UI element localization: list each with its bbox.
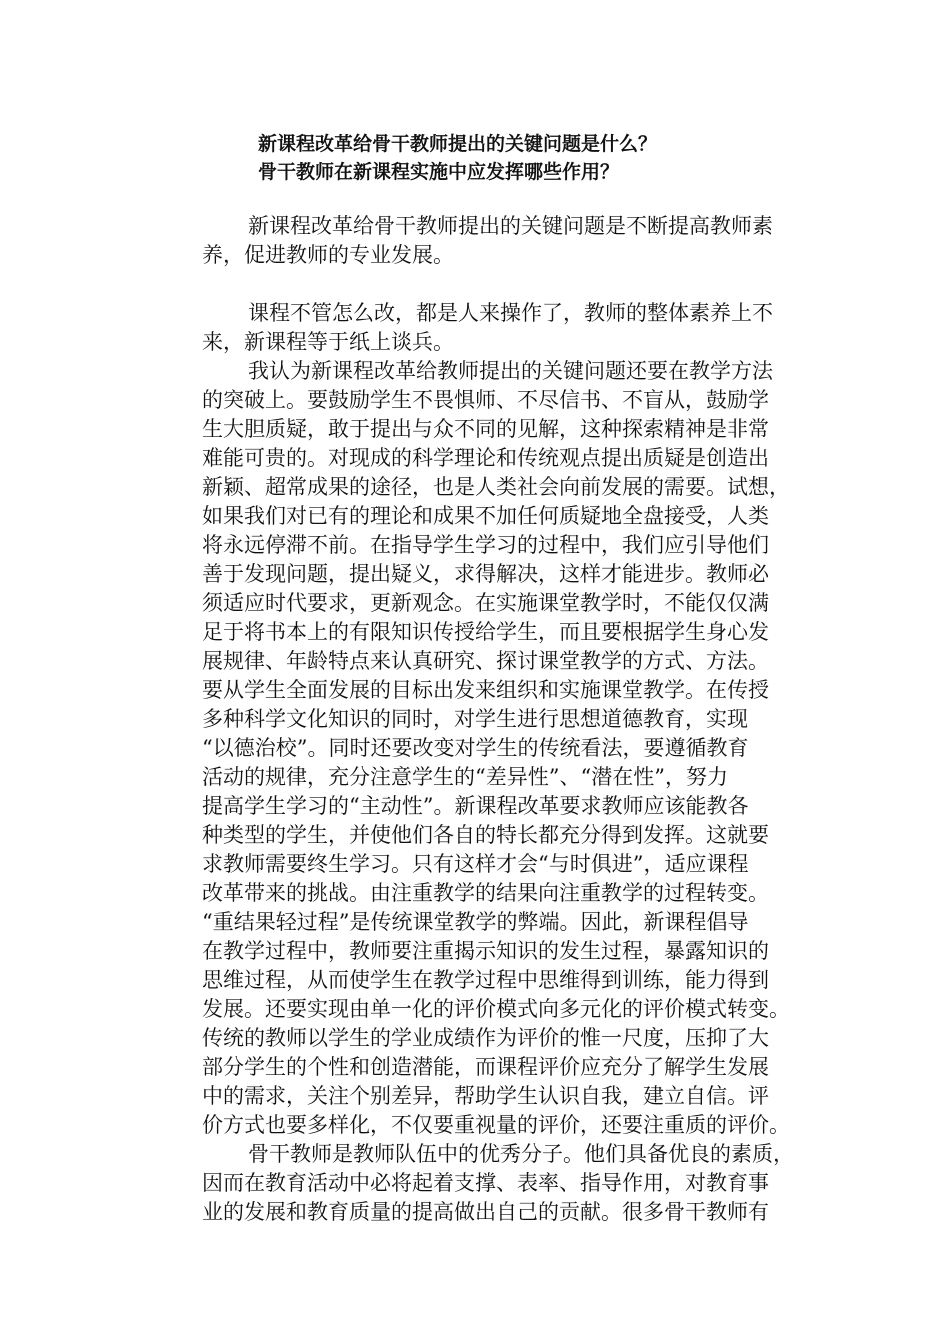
paragraph-line: 生大胆质疑，敢于提出与众不同的见解，这种探索精神是非常 (202, 417, 769, 441)
paragraph-line: 思维过程，从而使学生在教学过程中思维得到训练，能力得到 (202, 968, 769, 992)
paragraph-line: 部分学生的个性和创造潜能，而课程评价应充分了解学生发展 (202, 1055, 769, 1079)
paragraph-line: 须适应时代要求，更新观念。在实施课堂教学时，不能仅仅满 (202, 591, 769, 615)
paragraph-line: 价方式也要多样化，不仅要重视量的评价，还要注重质的评价。 (202, 1113, 790, 1137)
paragraph-line: 多种科学文化知识的同时，对学生进行思想道德教育，实现 (202, 707, 748, 731)
paragraph-gap (202, 270, 814, 299)
document-body (202, 212, 814, 1227)
title-line-1: 新课程改革给骨干教师提出的关键问题是什么？ (258, 133, 658, 155)
paragraph-line: 在教学过程中，教师要注重揭示知识的发生过程，暴露知识的 (202, 939, 769, 963)
paragraph-line: 要从学生全面发展的目标出发来组织和实施课堂教学。在传授 (202, 678, 769, 702)
paragraph-line: 将永远停滞不前。在指导学生学习的过程中，我们应引导他们 (202, 533, 769, 557)
title-line-2: 骨干教师在新课程实施中应发挥哪些作用？ (258, 161, 620, 183)
paragraph-line: “重结果轻过程”是传统课堂教学的弊端。因此，新课程倡导 (202, 910, 749, 934)
paragraph-line: 骨干教师是教师队伍中的优秀分子。他们具备优良的素质， (248, 1142, 794, 1166)
paragraph-line: 业的发展和教育质量的提高做出自己的贡献。很多骨干教师有 (202, 1200, 769, 1224)
paragraph-line: 难能可贵的。对现成的科学理论和传统观点提出质疑是创造出 (202, 446, 769, 470)
paragraph-line: 我认为新课程改革给教师提出的关键问题还要在教学方法 (248, 359, 773, 383)
paragraph-2 (202, 299, 814, 357)
paragraph-4 (202, 1140, 814, 1227)
paragraph-line: 善于发现问题，提出疑义，求得解决，这样才能进步。教师必 (202, 562, 769, 586)
paragraph-3 (202, 357, 814, 1140)
paragraph-line: 的突破上。要鼓励学生不畏惧师、不尽信书、不盲从，鼓励学 (202, 388, 769, 412)
paragraph-line: 新颖、超常成果的途径，也是人类社会向前发展的需要。试想， (202, 475, 790, 499)
document-title (258, 130, 818, 186)
paragraph-line: 发展。还要实现由单一化的评价模式向多元化的评价模式转变。 (202, 997, 790, 1021)
paragraph-line: 课程不管怎么改，都是人来操作了，教师的整体素养上不 (248, 301, 773, 325)
paragraph-line: 新课程改革给骨干教师提出的关键问题是不断提高教师素 (248, 214, 773, 238)
paragraph-1 (202, 212, 814, 270)
paragraph-line: 传统的教师以学生的学业成绩作为评价的惟一尺度，压抑了大 (202, 1026, 769, 1050)
paragraph-line: 因而在教育活动中必将起着支撑、表率、指导作用，对教育事 (202, 1171, 769, 1195)
paragraph-line: 展规律、年龄特点来认真研究、探讨课堂教学的方式、方法。 (202, 649, 769, 673)
paragraph-line: 活动的规律，充分注意学生的“差异性”、“潜在性”，努力 (202, 765, 728, 789)
paragraph-line: 如果我们对已有的理论和成果不加任何质疑地全盘接受，人类 (202, 504, 769, 528)
paragraph-line: “以德治校”。同时还要改变对学生的传统看法，要遵循教育 (202, 736, 749, 760)
paragraph-line: 求教师需要终生学习。只有这样才会“与时俱进”，适应课程 (202, 852, 749, 876)
paragraph-line: 中的需求，关注个别差异，帮助学生认识自我，建立自信。评 (202, 1084, 769, 1108)
paragraph-line: 提高学生学习的“主动性”。新课程改革要求教师应该能教各 (202, 794, 749, 818)
paragraph-line: 种类型的学生，并使他们各自的特长都充分得到发挥。这就要 (202, 823, 769, 847)
paragraph-line: 改革带来的挑战。由注重教学的结果向注重教学的过程转变。 (202, 881, 769, 905)
paragraph-line: 足于将书本上的有限知识传授给学生，而且要根据学生身心发 (202, 620, 769, 644)
paragraph-line: 养，促进教师的专业发展。 (202, 243, 454, 267)
paragraph-line: 来，新课程等于纸上谈兵。 (202, 330, 454, 354)
